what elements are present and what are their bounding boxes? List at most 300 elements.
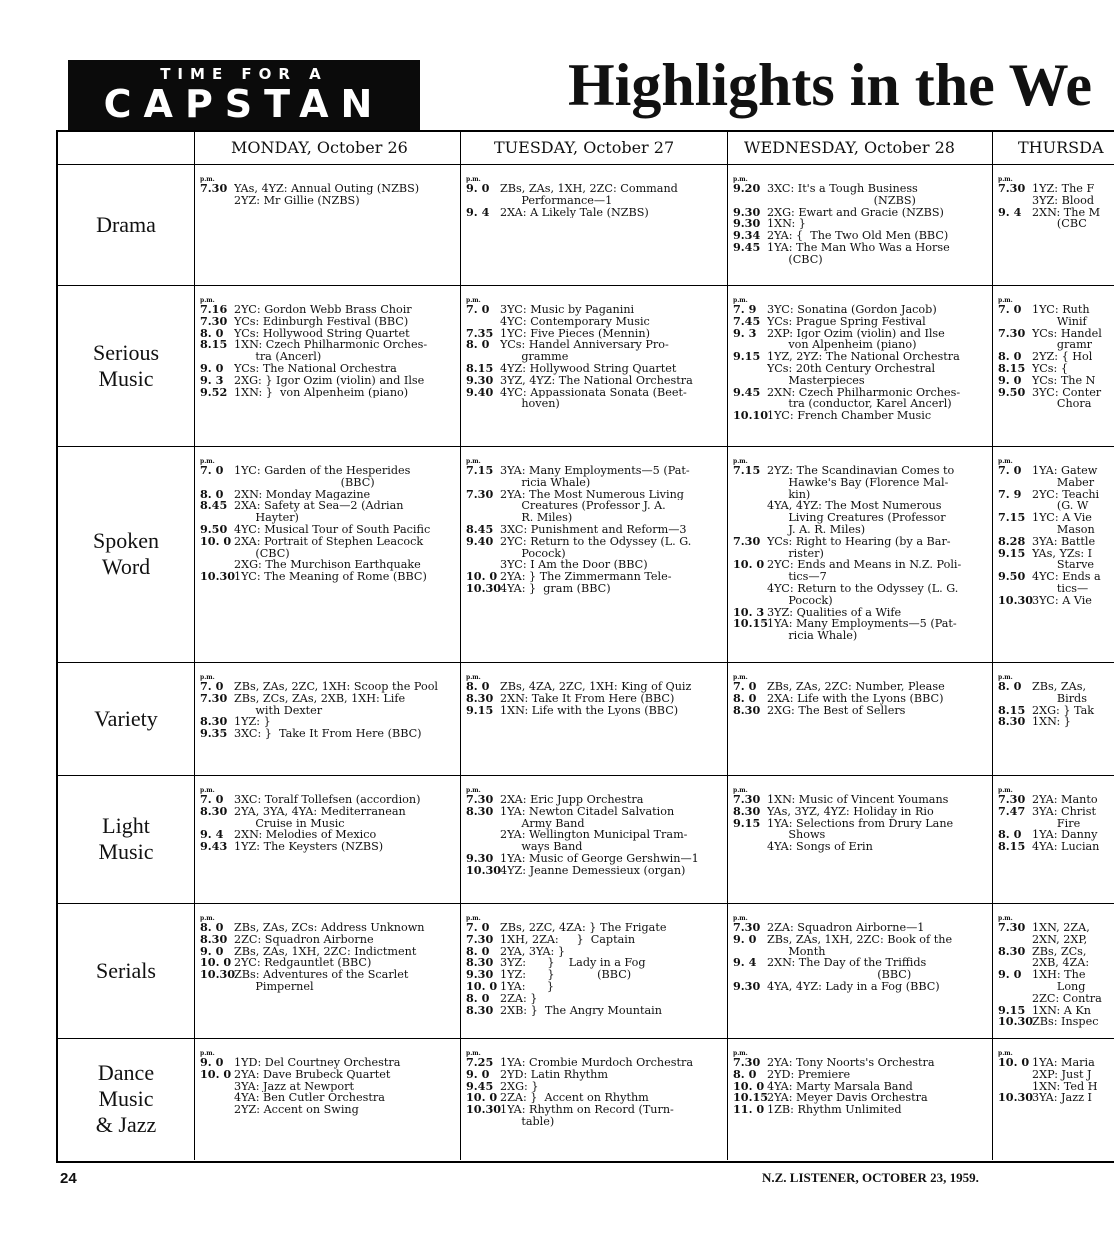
programme-title: 2YA: { The Two Old Men (BBC) — [767, 230, 949, 242]
day-header-thursday: THURSDA — [1018, 138, 1104, 157]
schedule-cell — [733, 1050, 990, 1158]
programme-entry — [200, 339, 458, 351]
programme-title: 2XP: Igor Ozim (violin) and Ilse — [767, 327, 945, 340]
programme-time: 10.30 — [998, 592, 1034, 607]
pm-marker: p.m. — [998, 674, 1013, 681]
programme-title: 1YZ: The Keysters (NZBS) — [234, 841, 384, 853]
row-divider — [58, 164, 1114, 165]
schedule-cell — [733, 915, 990, 1036]
programme-time: 8.30 — [998, 714, 1026, 729]
programme-time: 9.35 — [200, 726, 228, 741]
programme-title: 3YA: Jazz at Newport — [234, 1080, 354, 1093]
programme-title: ZBs: Adventures of the Scarlet — [234, 969, 409, 981]
programme-time: 10.30 — [466, 862, 502, 877]
programme-time: 10.10 — [733, 408, 769, 423]
pm-marker: p.m. — [466, 458, 481, 465]
programme-time — [733, 630, 767, 642]
programme-title: 2XN: Czech Philharmonic Orches- — [767, 386, 961, 399]
programme-entry — [466, 360, 725, 375]
programme-entry — [998, 218, 1112, 230]
pm-marker: p.m. — [200, 787, 215, 794]
programme-time: 7.30 — [200, 313, 228, 328]
programme-entry — [466, 384, 725, 399]
pm-marker: p.m. — [733, 915, 748, 922]
programme-entry — [466, 325, 725, 340]
programme-entry — [733, 931, 990, 946]
programme-title: Hawke's Bay (Florence Mal- — [767, 476, 949, 489]
programme-entry — [998, 592, 1112, 607]
schedule-cell — [733, 458, 990, 660]
programme-time: 9.50 — [998, 384, 1026, 399]
programme-time: 8.45 — [200, 498, 228, 513]
programme-title: 3YC: Conter — [1032, 386, 1102, 399]
schedule-cell — [998, 176, 1112, 283]
programme-title: 3XC: Toralf Tollefsen (accordion) — [234, 794, 421, 806]
programme-title: 1YA: Gatew — [1032, 465, 1098, 477]
pm-marker: p.m. — [466, 297, 481, 304]
programme-title: ZBs, 2ZC, 4ZA: } The Frigate — [500, 922, 667, 934]
programme-entry — [733, 384, 990, 399]
programme-entry — [998, 1057, 1112, 1069]
day-header-monday: MONDAY, October 26 — [231, 138, 408, 157]
programme-time: 8. 0 — [466, 337, 490, 352]
pm-marker: p.m. — [998, 915, 1013, 922]
programme-time: 8.30 — [733, 803, 761, 818]
programme-entry — [466, 943, 725, 958]
programme-title: 2XB, 4ZA: — [1032, 957, 1090, 970]
programme-title: ZBs, ZAs, 1XH, 2ZC: Command — [500, 183, 678, 195]
programme-entry — [466, 1002, 725, 1017]
programme-title: 2YA: Dave Brubeck Quartet — [234, 1068, 391, 1081]
programme-time: 7.25 — [466, 1055, 494, 1069]
programme-time: 7. 0 — [200, 679, 224, 693]
programme-entry — [200, 465, 458, 477]
row-divider — [58, 775, 1114, 776]
programme-time: 9. 3 — [733, 325, 757, 340]
programme-entry — [998, 841, 1112, 853]
programme-title: 2YA: } The Zimmermann Tele- — [500, 571, 672, 583]
pm-marker: p.m. — [200, 915, 215, 922]
programme-time: 7. 0 — [998, 302, 1022, 316]
programme-time: 9. 3 — [200, 372, 224, 387]
programme-time — [466, 500, 500, 512]
programme-entry — [998, 486, 1112, 501]
programme-title: 1YA: Newton Citadel Salvation — [500, 805, 675, 818]
programme-time: 7. 0 — [733, 679, 757, 693]
programme-entry — [733, 375, 990, 387]
programme-time: 10.30 — [200, 967, 236, 982]
programme-entry — [998, 304, 1112, 316]
programme-title: 4YC: Ends a — [1032, 571, 1101, 583]
programme-time: 9.52 — [200, 384, 228, 399]
programme-entry — [466, 351, 725, 363]
programme-title: Pocock) — [500, 547, 566, 560]
programme-entry — [200, 559, 458, 571]
schedule-cell — [200, 674, 458, 773]
programme-title: 1XH, 2ZA: } Captain — [500, 933, 636, 946]
programme-title: 2XN: Melodies of Mexico — [234, 829, 377, 842]
programme-title: 1ZB: Rhythm Unlimited — [767, 1104, 902, 1116]
programme-time: 8.15 — [200, 337, 228, 352]
programme-time: 7.30 — [733, 920, 761, 934]
programme-title: 2ZA: } Accent on Rhythm — [500, 1092, 649, 1105]
programme-time: 9.34 — [733, 228, 761, 243]
programme-entry — [466, 500, 725, 512]
programme-title: ZBs, ZCs, — [1032, 945, 1087, 958]
programme-entry — [200, 351, 458, 363]
programme-title: 4YC: Return to the Odyssey (L. G. — [767, 582, 959, 595]
programme-title: 1YZ, 2YZ: The National Orchestra — [767, 351, 960, 363]
programme-time: 8.28 — [998, 533, 1026, 548]
programme-title: 4YA, 4YZ: The Most Numerous — [767, 500, 942, 513]
programme-title: 2YD: Premiere — [767, 1068, 851, 1081]
programme-entry — [200, 325, 458, 340]
programme-entry — [733, 533, 990, 548]
programme-time: 9.43 — [200, 839, 228, 854]
programme-time — [998, 981, 1032, 993]
schedule-cell — [998, 458, 1112, 660]
programme-time — [998, 398, 1032, 410]
programme-title: 1YC: Ruth — [1032, 304, 1090, 316]
programme-title: (NZBS) — [767, 194, 916, 207]
programme-time: 9.30 — [466, 372, 494, 387]
programme-title: 1YC: Garden of the Hesperides — [234, 465, 411, 477]
category-label: Dance Music & Jazz — [95, 1060, 157, 1137]
programme-entry — [466, 850, 725, 865]
programme-time: 8. 0 — [200, 325, 224, 340]
programme-entry — [466, 398, 725, 410]
programme-time: 9.30 — [733, 216, 761, 231]
programme-entry — [200, 716, 458, 728]
programme-entry — [466, 521, 725, 536]
programme-time: 8.30 — [998, 943, 1026, 958]
programme-title: 2YC: Ends and Means in N.Z. Poli- — [767, 559, 962, 572]
programme-entry — [733, 841, 990, 853]
programme-entry — [466, 829, 725, 841]
programme-time — [200, 548, 234, 560]
programme-time — [733, 477, 767, 489]
programme-time: 8.15 — [466, 360, 494, 375]
schedule-cell — [200, 458, 458, 660]
programme-time — [998, 1069, 1032, 1081]
programme-time: 8. 0 — [466, 990, 490, 1005]
programme-time: 9. 4 — [466, 204, 490, 219]
programme-title: 1YZ: The F — [1032, 183, 1095, 195]
programme-time: 9.30 — [733, 204, 761, 219]
programme-time: 9.30 — [733, 978, 761, 993]
programme-time: 10. 0 — [466, 569, 498, 584]
page-headline: Highlights in the We — [568, 52, 1093, 118]
programme-entry — [466, 922, 725, 934]
programme-time: 9.30 — [466, 850, 494, 865]
programme-title: (BBC) — [234, 476, 375, 489]
programme-entry — [466, 571, 725, 583]
category-label: Serials — [96, 957, 156, 983]
programme-title: Mason — [1032, 523, 1095, 536]
programme-entry — [998, 398, 1112, 410]
programme-title: ZBs, ZAs, 2ZC, 1XH: Scoop the Pool — [234, 681, 439, 693]
programme-time: 7. 0 — [466, 302, 490, 316]
programme-entry — [466, 486, 725, 501]
programme-entry — [466, 1104, 725, 1116]
programme-title: 1XN, 2ZA, — [1032, 922, 1090, 934]
programme-entry — [200, 1092, 458, 1104]
programme-title: R. Miles) — [500, 512, 573, 524]
programme-entry — [733, 969, 990, 981]
programme-title: Hayter) — [234, 512, 299, 524]
programme-entry — [466, 477, 725, 489]
programme-title: 4YC: Musical Tour of South Pacific — [234, 523, 431, 536]
column-divider — [460, 132, 461, 1160]
programme-title: Living Creatures (Professor — [767, 512, 946, 524]
programme-entry — [733, 595, 990, 607]
programme-entry — [466, 195, 725, 207]
programme-entry — [466, 1057, 725, 1069]
programme-title: (CBC) — [234, 547, 290, 560]
programme-time: 7.30 — [200, 690, 228, 705]
programme-title: 4YA: Marty Marsala Band — [767, 1080, 913, 1093]
programme-title: 2YA: Tony Noorts's Orchestra — [767, 1057, 935, 1069]
programme-time — [733, 489, 767, 501]
programme-entry — [200, 690, 458, 705]
day-header-tuesday: TUESDAY, October 27 — [494, 138, 675, 157]
programme-time: 8.15 — [998, 360, 1026, 375]
programme-title: YCs: { — [1032, 362, 1068, 375]
programme-time — [733, 363, 767, 375]
programme-entry — [466, 681, 725, 693]
programme-title: ZBs: Inspec — [1032, 1016, 1099, 1029]
programme-time: 9. 4 — [733, 955, 757, 970]
programme-title: 4YA: Ben Cutler Orchestra — [234, 1092, 385, 1105]
programme-title: YAs, YZs: I — [1032, 547, 1093, 560]
programme-time: 10. 0 — [466, 978, 498, 993]
day-header-wednesday: WEDNESDAY, October 28 — [744, 138, 955, 157]
programme-entry — [998, 325, 1112, 340]
programme-entry — [733, 559, 990, 571]
programme-time: 8.30 — [200, 803, 228, 818]
pm-marker: p.m. — [200, 458, 215, 465]
programme-time: 7. 0 — [466, 920, 490, 934]
programme-title: 3YC: A Vie — [1032, 594, 1092, 607]
programme-time: 9.50 — [998, 569, 1026, 584]
programme-title: Masterpieces — [767, 374, 865, 387]
programme-entry — [733, 630, 990, 642]
schedule-cell — [998, 297, 1112, 444]
programme-title: 2YA, 3YA, 4YA: Mediterranean — [234, 805, 406, 818]
programme-title: 1YZ: } — [234, 716, 271, 729]
ad-tagline: TIME FOR A — [160, 65, 328, 83]
pm-marker: p.m. — [200, 674, 215, 681]
programme-title: YCs: Handel — [1032, 327, 1102, 340]
programme-title: 4YC: Contemporary Music — [500, 315, 650, 328]
programme-entry — [466, 304, 725, 316]
programme-entry — [466, 580, 725, 595]
programme-entry — [200, 521, 458, 536]
programme-title: 2XG: The Best of Sellers — [767, 704, 906, 717]
programme-title: Maber — [1032, 476, 1095, 489]
column-divider — [992, 132, 993, 1160]
programme-entry — [466, 818, 725, 830]
programme-time: 8. 0 — [200, 486, 224, 501]
capstan-advertisement — [68, 60, 420, 130]
programme-time: 8.30 — [200, 714, 228, 729]
category-label: Drama — [96, 211, 156, 237]
programme-time: 9.15 — [998, 1002, 1026, 1017]
programme-title: 2XN: The Day of the Triffids — [767, 957, 927, 970]
programme-entry — [200, 922, 458, 934]
programme-title: 2XP: Just J — [1032, 1068, 1092, 1081]
programme-entry — [998, 922, 1112, 934]
programme-entry — [466, 690, 725, 705]
programme-title: 1XH: The — [1032, 969, 1086, 981]
programme-title: 2XN: The M — [1032, 206, 1101, 219]
programme-entry — [466, 1092, 725, 1104]
programme-title: 2YA: The Most Numerous Living — [500, 488, 684, 501]
programme-time: 8. 0 — [998, 827, 1022, 842]
programme-title: (BBC) — [767, 969, 912, 981]
programme-time: 8.30 — [200, 931, 228, 946]
programme-title: Creatures (Professor J. A. — [500, 500, 666, 513]
programme-title: 3YA: Christ — [1032, 805, 1096, 818]
programme-time: 9. 0 — [200, 943, 224, 958]
programme-title: 2XN: Take It From Here (BBC) — [500, 692, 675, 705]
programme-title: 1XN: } von Alpenheim (piano) — [234, 386, 409, 399]
programme-entry — [200, 548, 458, 560]
schedule-cell — [200, 176, 458, 283]
programme-entry — [733, 618, 990, 630]
programme-title: YCs: Prague Spring Festival — [767, 315, 926, 328]
programme-entry — [998, 384, 1112, 399]
programme-entry — [733, 702, 990, 717]
programme-title: Starve — [1032, 559, 1095, 572]
programme-title: 3XC: It's a Tough Business — [767, 183, 918, 195]
programme-entry — [200, 512, 458, 524]
programme-time: 7. 0 — [998, 463, 1022, 477]
programme-entry — [733, 218, 990, 230]
programme-entry — [200, 794, 458, 806]
programme-title: 4YA: } gram (BBC) — [500, 582, 611, 595]
programme-time: 9.40 — [466, 533, 494, 548]
programme-entry — [998, 716, 1112, 728]
programme-time: 7.30 — [998, 325, 1026, 340]
row-divider — [58, 1038, 1114, 1039]
programme-title: Winif — [1032, 315, 1087, 328]
programme-time: 11. 0 — [733, 1102, 765, 1117]
pm-marker: p.m. — [733, 674, 748, 681]
programme-time: 10. 0 — [733, 1078, 765, 1093]
programme-entry — [733, 500, 990, 512]
programme-title: Month — [767, 945, 826, 958]
programme-time: 10. 0 — [466, 1090, 498, 1105]
programme-title: 1YA: Selections from Drury Lane — [767, 817, 954, 830]
programme-time: 8.15 — [998, 702, 1026, 717]
programme-time — [733, 841, 767, 853]
programme-entry — [466, 465, 725, 477]
programme-entry — [200, 1081, 458, 1093]
programme-title: 2XN, 2XP, — [1032, 933, 1088, 946]
programme-entry — [733, 230, 990, 242]
schedule-cell — [200, 1050, 458, 1158]
programme-time: 10.30 — [466, 1102, 502, 1117]
pm-marker: p.m. — [733, 297, 748, 304]
programme-title: 2YC: Gordon Webb Brass Choir — [234, 304, 412, 316]
programme-title: 2YZ: Mr Gillie (NZBS) — [234, 194, 360, 207]
page-number: 24 — [60, 1170, 77, 1187]
schedule-cell — [200, 787, 458, 901]
schedule-cell — [466, 1050, 725, 1158]
programme-title: 1YA: Music of George Gershwin—1 — [500, 852, 699, 865]
programme-time — [200, 195, 234, 207]
programme-entry — [733, 410, 990, 422]
programme-title: 2YA, 3YA: } — [500, 945, 565, 958]
programme-title: 3YZ: } Lady in a Fog — [500, 957, 646, 970]
programme-time: 8.45 — [466, 521, 494, 536]
programme-time — [733, 254, 767, 266]
programme-entry — [466, 931, 725, 946]
programme-time: 9.30 — [466, 967, 494, 982]
programme-title: 2ZC: Squadron Airborne — [234, 933, 374, 946]
programme-entry — [998, 803, 1112, 818]
programme-title: table) — [500, 1115, 555, 1128]
category-label: Serious Music — [93, 339, 159, 391]
programme-title: 2YA: Wellington Municipal Tram- — [500, 829, 688, 842]
programme-time: 10.15 — [733, 1090, 769, 1105]
programme-time: 7. 9 — [733, 302, 757, 316]
programme-entry — [466, 1078, 725, 1093]
programme-title: 2YZ: Accent on Swing — [234, 1104, 359, 1116]
row-divider — [58, 662, 1114, 663]
programme-entry — [466, 512, 725, 524]
programme-entry — [200, 477, 458, 489]
programme-title: 2XA: Eric Jupp Orchestra — [500, 794, 644, 806]
programme-title: gramme — [500, 351, 569, 363]
programme-entry — [733, 477, 990, 489]
programme-entry — [733, 571, 990, 583]
schedule-cell — [466, 915, 725, 1036]
programme-time — [466, 398, 500, 410]
programme-entry — [733, 604, 990, 619]
programme-time: 9. 0 — [200, 360, 224, 375]
programme-title: 1XN: Czech Philharmonic Orches- — [234, 339, 428, 352]
pm-marker: p.m. — [200, 297, 215, 304]
column-divider — [194, 132, 195, 1160]
pm-marker: p.m. — [998, 1050, 1013, 1057]
programme-title: 4YZ: Hollywood String Quartet — [500, 362, 677, 375]
programme-entry — [466, 978, 725, 993]
programme-entry — [200, 304, 458, 316]
programme-time: 8. 0 — [200, 920, 224, 934]
programme-title: 2YC: Teachi — [1032, 488, 1100, 501]
programme-title: 4YA: Songs of Erin — [767, 841, 873, 853]
programme-entry — [466, 204, 725, 219]
programme-title: 3YC: I Am the Door (BBC) — [500, 559, 648, 572]
programme-time: 7.15 — [998, 510, 1026, 525]
programme-time: 8. 0 — [998, 679, 1022, 693]
programme-title: 4YZ: Jeanne Demessieux (organ) — [500, 864, 686, 877]
programme-entry — [200, 1104, 458, 1116]
schedule-cell — [998, 1050, 1112, 1158]
programme-time: 9.40 — [466, 384, 494, 399]
programme-entry — [733, 204, 990, 219]
programme-title: 4YA, 4YZ: Lady in a Fog (BBC) — [767, 980, 940, 993]
programme-time — [200, 1081, 234, 1093]
programme-time: 9. 0 — [466, 181, 490, 195]
programme-entry — [998, 943, 1112, 958]
programme-title: Shows — [767, 829, 826, 842]
programme-title: 2YD: Latin Rhythm — [500, 1068, 608, 1081]
programme-title: 1YC: Five Pieces (Mennin) — [500, 327, 650, 340]
programme-entry — [733, 1078, 990, 1093]
